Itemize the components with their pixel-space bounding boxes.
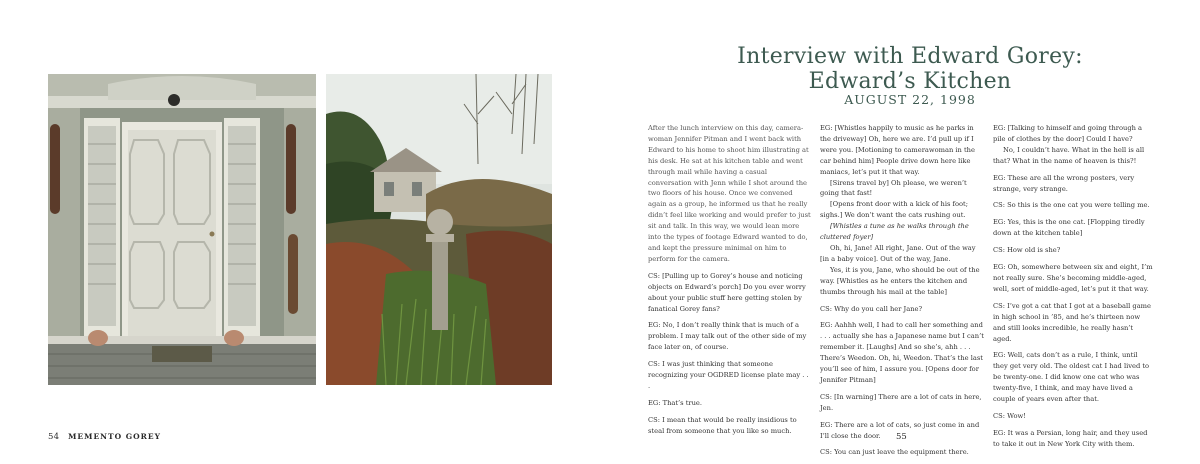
dialogue-paragraph: CS: I mean that would be really insidious to steal from someone that you like so much. [648,415,797,435]
garden-image [326,74,552,385]
dialogue-paragraph: EG: It was a Persian, long hair, and they used to take it out in New York City with them. [993,428,1148,448]
left-page-number: 54 [48,432,60,442]
running-title: MEMENTO GOREY [68,432,161,441]
dialogue-paragraph: Oh, hi, Jane! All right, Jane. Out of the way [in a baby voice]. Out of the way, Jane. [820,243,976,263]
interview-date: AUGUST 22, 1998 [844,92,976,107]
dialogue-paragraph: EG: Yes, this is the one cat. [Flopping tiredly down at the kitchen table] [993,218,1145,238]
text-column-3 [993,123,1153,456]
garden-photo [326,74,552,385]
dialogue-paragraph: CS: Why do you call her Jane? [820,304,923,313]
right-page-number: 55 [896,432,907,442]
title-line-2: Edward’s Kitchen [808,69,1012,94]
dialogue-paragraph: CS: You can just leave the equipment there. [820,448,969,457]
dialogue-paragraph: EG: [Whistles happily to music as he parks in the driveway] Oh, here we are. I’d pull up if I were you. [Motioning to camerawoman in the car behind him] People drive down here like maniacs, let’s put it that way. [820,124,975,176]
dialogue-paragraph: EG: [Talking to himself and going through a pile of clothes by the door] Could I have? [993,124,1143,143]
dialogue-paragraph: CS: Wow! [993,411,1026,420]
dialogue-paragraph: EG: There are a lot of cats, so just come in and I’ll close the door. [820,420,980,440]
dialogue-paragraph: No, I couldn’t have. What in the hell is all that? What in the name of heaven is this?! [993,145,1145,165]
dialogue-paragraph: CS: I’ve got a cat that I got at a baseball game in high school in ’85, and he’s thirteen now and still looks incredible, he really hasn’t aged. [993,301,1151,343]
dialogue-paragraph: EG: That’s true. [648,398,703,407]
text-column-2 [820,123,984,464]
dialogue-paragraph: [Sirens travel by] Oh please, we weren’t going that fast! [820,178,967,198]
dialogue-paragraph: CS: How old is she? [993,246,1061,255]
intro-paragraph: After the lunch interview on this day, camera-woman Jennifer Pitman and I went back with Edward to his home to shoot him illustrating at his desk. He sat at his kitchen table and went through mail while having a casual conversation with Jenn while I shot around the two floors of his house. Once we convened again as a group, he informed us that he really didn’t feel like working and would prefer to just sit and talk. In this way, we would lean more into the types of footage Edward wanted to do, and kept the pressure minimal on him to perform for the camera. [648,124,811,263]
dialogue-paragraph: CS: [In warning] There are a lot of cats in here, Jen. [820,392,982,412]
dialogue-paragraph: EG: These are all the wrong posters, very strange, very strange. [993,173,1135,193]
dialogue-paragraph: [Opens front door with a kick of his foot; sighs.] We don’t want the cats rushing out. [820,200,968,220]
dialogue-paragraph: EG: Aahhh well, I had to call her something and . . . actually she has a Japanese name but I can’t remember it. [Laughs] And so she’s, ahh . . . There’s Weedon. Oh, hi, Weedon. That’s the last you’ll see of him, I assure you. [Opens door for Jennifer Pitman] [820,321,984,384]
front-door-photo [48,74,316,385]
text-column-1 [648,123,812,443]
left-page-footer [48,432,161,442]
interview-title [720,44,1100,94]
dialogue-paragraph: CS: [Pulling up to Gorey’s house and noticing objects on Edward’s porch] Do you ever worry about your public stuff here getting stolen by fanatical Gorey fans? [648,271,806,313]
dialogue-paragraph: EG: Well, cats don’t as a rule, I think, until they get very old. The oldest cat I had lived to be twenty-one. I did know one cat who was twenty-five, I think, and may have lived a couple of years even after that. [993,351,1150,404]
front-door-image [48,74,316,385]
dialogue-paragraph: CS: So this is the one cat you were telling me. [993,201,1150,210]
stage-direction: [Whistles a tune as he walks through the cluttered foyer] [820,222,969,242]
dialogue-paragraph: EG: Oh, somewhere between six and eight, I’m not really sure. She’s becoming middle-aged, well, sort of middle-aged, let’s put it that way. [993,263,1153,293]
title-line-1: Interview with Edward Gorey: [737,44,1083,69]
dialogue-paragraph: EG: No, I don’t really think that is much of a problem. I may talk out of the other side of my face later on, of course. [648,321,807,352]
dialogue-paragraph: Yes, it is you, Jane, who should be out of the way. [Whistles as he enters the kitchen and thumbs through his mail at the table] [820,265,980,296]
dialogue-paragraph: CS: I was just thinking that someone recognizing your OGDRED license plate may . . . [648,360,809,390]
